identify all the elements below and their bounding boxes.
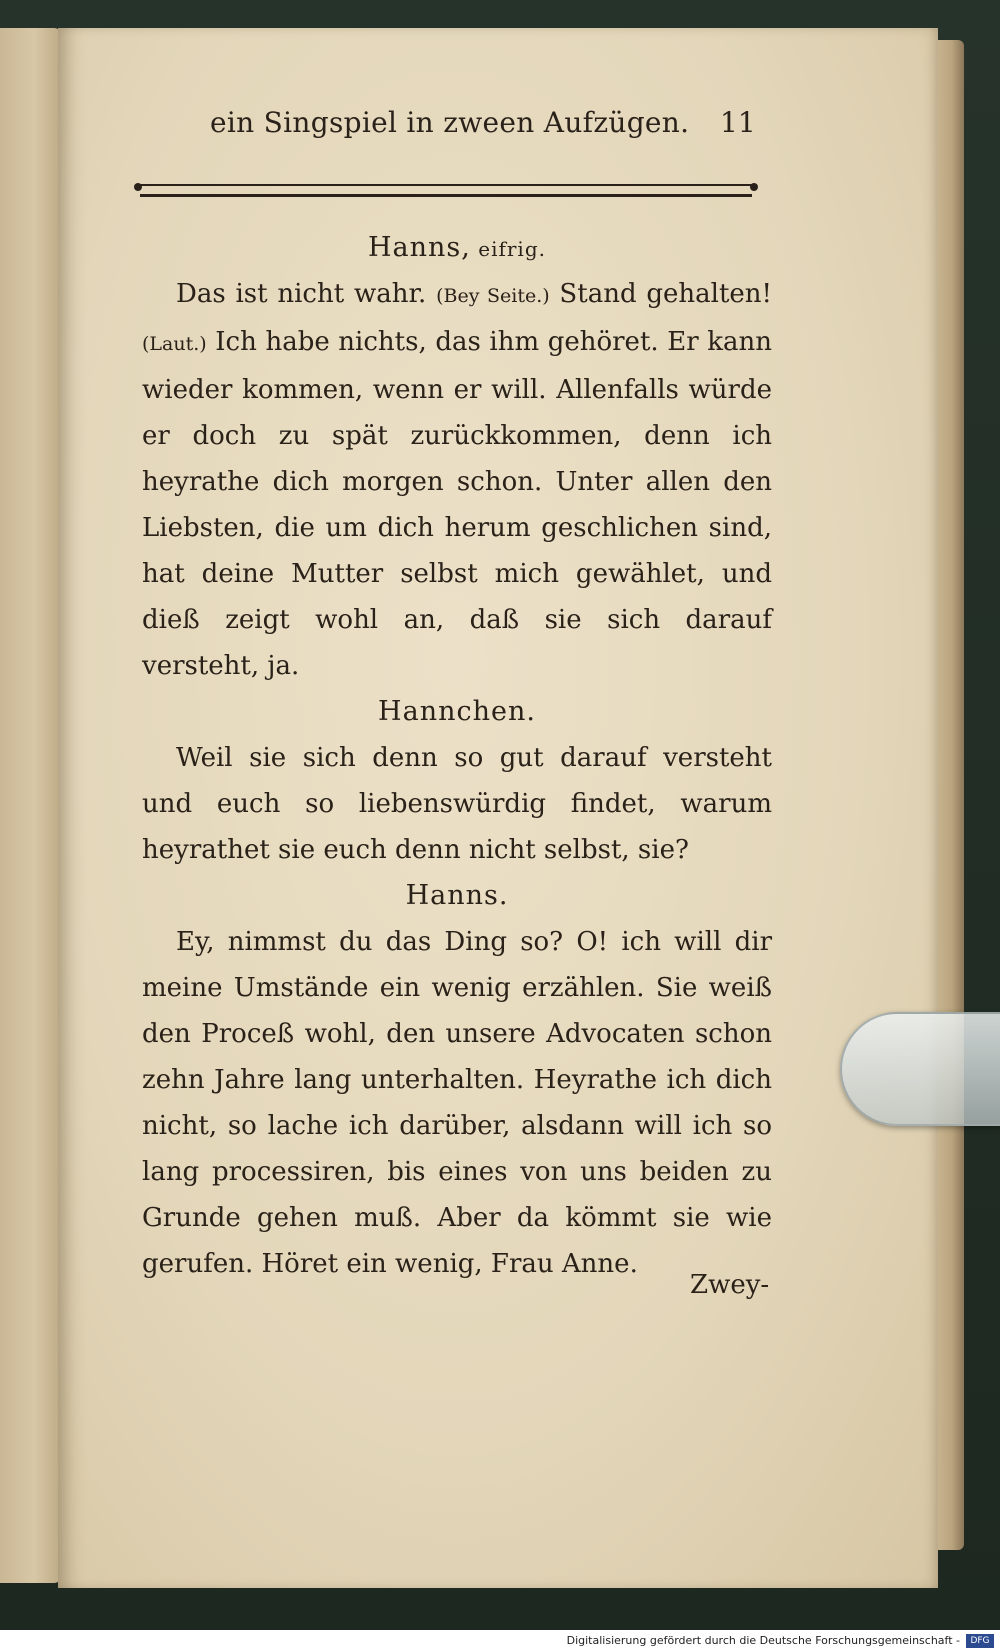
dialogue-paragraph: Ey, nimmst du das Ding so? O! ich will dir meine Umstände ein wenig erzählen. Sie weiß den Proceß wohl, den unsere Advocaten schon zehn Jahre lang unterhalten. Heyrathe ich dich nicht, so lache ich darüber, alsdann will ich so lang processiren, bis eines von uns beiden zu Grunde gehen muß. Aber da kömmt sie wie gerufen. Höret ein wenig, Frau Anne. [142,927,772,1279]
footer-credit [0,1630,1000,1652]
speaker-heading [142,873,772,919]
speaker-name: Hannchen. [378,696,536,727]
speaker-heading [142,689,772,735]
stage-aside: (Laut.) [142,333,207,355]
speaker-name: Hanns. [405,880,509,911]
dialogue-paragraph: Weil sie sich denn so gut darauf versteht und euch so liebenswürdig findet, warum heyrathet sie euch denn nicht selbst, sie? [142,743,772,865]
stage-direction: eifrig. [470,237,546,261]
footer-credit-text: Digitalisierung gefördert durch die Deutsche Forschungsgemeinschaft - [566,1634,960,1647]
dialogue-paragraph: Das ist nicht wahr. (Bey Seite.) Stand gehalten! (Laut.) Ich habe nichts, das ihm gehöret. Er kann wieder kommen, wenn er will. Allenfalls würde er doch zu spät zurückkommen, denn ich heyrathe dich morgen schon. Unter allen den Liebsten, die um dich herum geschlichen sind, hat deine Mutter selbst mich gewählet, und dieß zeigt wohl an, daß sie sich darauf versteht, ja. [142,279,772,681]
running-title: ein Singspiel in zween Aufzügen. [210,106,690,139]
stage-aside: (Bey Seite.) [436,285,550,307]
catchword: Zwey- [690,1270,770,1300]
dfg-logo: DFG [966,1634,994,1648]
speaker-name: Hanns, [368,232,471,263]
page-number: 11 [720,106,756,139]
body-text [142,225,772,1287]
header-rule [140,184,752,197]
speaker-heading [142,225,772,271]
page-stack-edge [934,40,964,1550]
page-clip [840,1012,1000,1126]
facing-page-edge [0,28,62,1583]
